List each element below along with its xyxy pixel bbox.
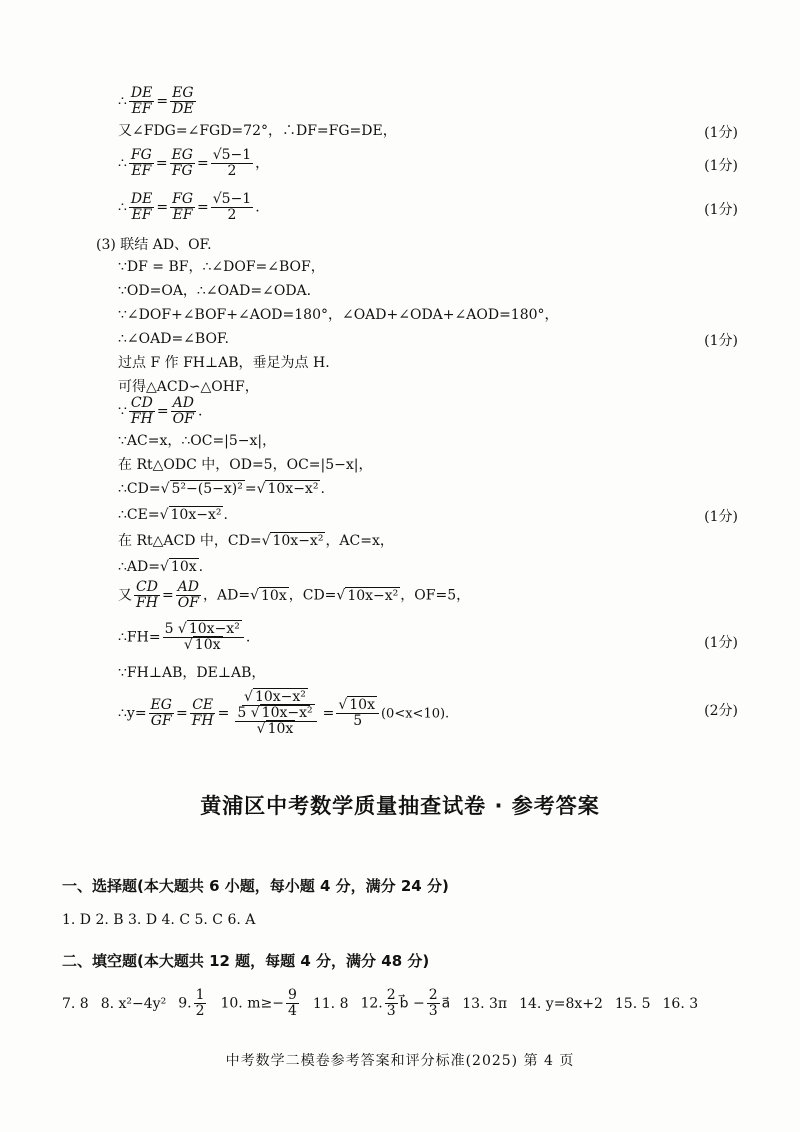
radicand: 10x−x² (267, 481, 319, 497)
numerator: 2 (386, 987, 396, 1003)
answer-number: 10. m≥− (220, 995, 284, 1012)
radicand: 10x (170, 559, 197, 575)
punct: . (255, 199, 260, 216)
punct: ， (255, 155, 270, 172)
expr: ，OF=5， (400, 587, 471, 604)
fraction (149, 698, 174, 729)
therefore-symbol: ∴ (118, 93, 127, 110)
step-line: ∵FH⊥AB，DE⊥AB， (118, 665, 266, 681)
numerator: √ 10x (336, 698, 379, 714)
denominator: FH (136, 595, 158, 611)
coefficient: 5 (164, 621, 174, 637)
fraction (385, 988, 398, 1019)
numerator: 9 (287, 987, 297, 1003)
denominator (231, 706, 320, 737)
fraction (170, 86, 195, 117)
denominator: OF (177, 595, 199, 611)
denominator: √ 10x (183, 637, 221, 653)
punct: . (198, 559, 204, 575)
vector: b⃗ − (399, 995, 425, 1012)
section-heading: 一、选择题(本大题共 6 小题，每小题 4 分，满分 24 分) (62, 877, 449, 895)
step-line: ∵OD=OA，∴∠OAD=∠ODA. (118, 283, 312, 299)
score-mark: (1分) (704, 333, 738, 349)
punct: . (320, 481, 325, 497)
fraction (427, 988, 440, 1019)
expr: ∴CD= (118, 481, 161, 497)
numerator: EG (150, 697, 172, 713)
numerator: CE (192, 697, 214, 713)
section-heading: 二、填空题(本大题共 12 题，每题 4 分，满分 48 分) (62, 952, 430, 970)
compound-fraction (231, 690, 320, 737)
coefficient: 5 (237, 705, 247, 721)
fraction (211, 192, 253, 223)
because-symbol: ∵ (118, 403, 127, 420)
numerator: FG (172, 191, 194, 207)
fraction (194, 988, 207, 1019)
denominator: DE (172, 101, 194, 117)
page-title: 黄浦区中考数学质量抽查试卷 · 参考答案 (200, 794, 600, 818)
step-line: 又∠FDG=∠FGD=72°，∴DF=FG=DE， (118, 123, 397, 139)
denominator: 2 (195, 1003, 205, 1019)
step-line: 在 Rt△ACD 中，CD=√ 10x−x² ，AC=x， (118, 533, 394, 549)
expr: 在 Rt△ACD 中，CD= (118, 533, 262, 549)
expr: ，AD= (203, 587, 251, 604)
denominator: 4 (287, 1003, 297, 1019)
score-mark: (1分) (704, 158, 738, 174)
expr: ，AC=x， (325, 533, 394, 549)
step-line: 在 Rt△ODC 中，OD=5，OC=|5−x|， (118, 457, 373, 473)
score-mark: (1分) (704, 125, 738, 141)
numerator: DE (130, 85, 153, 101)
domain-condition: (0<x<10). (380, 706, 450, 722)
fraction (129, 192, 154, 223)
denominator: 3 (428, 1003, 438, 1019)
numerator: EG (172, 85, 194, 101)
step-line: ∴AD=√ 10x . (118, 559, 204, 575)
fraction (134, 580, 160, 611)
fraction (129, 148, 154, 179)
answer-row: 1. D 2. B 3. D 4. C 5. C 6. A (62, 912, 256, 928)
fraction (176, 580, 201, 611)
answer-item: 8. x²−4y² (100, 995, 167, 1012)
fraction (170, 148, 195, 179)
step-line: ∴∠OAD=∠BOF. (118, 331, 229, 347)
radicand: 10x (349, 697, 375, 713)
step-line (118, 622, 250, 653)
denominator: EF (131, 163, 152, 179)
expr: ，CD= (288, 587, 337, 604)
denominator: EF (131, 207, 152, 223)
score-mark: (1分) (704, 202, 738, 218)
therefore-symbol: ∴ (118, 199, 127, 216)
answer-number: 12. (360, 995, 383, 1012)
fraction (171, 396, 196, 427)
fraction (129, 86, 154, 117)
fraction (211, 148, 253, 179)
denominator: 5 (353, 713, 363, 729)
radicand: 10x−x² (347, 587, 399, 604)
score-mark: (1分) (704, 509, 738, 525)
step-line: ∵AC=x，∴OC=|5−x|， (118, 433, 277, 449)
numerator: EG (171, 147, 193, 163)
fraction (190, 698, 216, 729)
answer-item: 14. y=8x+2 (519, 995, 603, 1012)
denominator: EF (172, 207, 193, 223)
answer-item: 11. 8 (312, 995, 349, 1012)
answer-row (62, 988, 698, 1019)
step-line: ∴y= $\frac{EG}{GF}$ = $\frac{CE}{FH}$ = $\frac{\text{√ 10x−x²}}{\frac{\text{5 √ 10x−x²}}{√ 10x}}$ = $\frac{√ 10x}{5}$ (0<x<10). (118, 689, 450, 737)
fraction (129, 396, 155, 427)
radicand: 10x−x² (261, 705, 313, 721)
numerator: AD (172, 395, 194, 411)
page-footer: 中考数学二模卷参考答案和评分标准(2025) 第 4 页 (225, 1053, 575, 1069)
expr: 又 (118, 587, 132, 604)
step-line: 过点 F 作 FH⊥AB，垂足为点 H. (118, 355, 330, 371)
numerator: CD (136, 579, 158, 595)
denominator: FH (130, 411, 153, 427)
step-line: ∴ $\frac{DE}{EF}$ = $\frac{FG}{EF}$ = $\frac{√5-1}{2}$ . (118, 191, 260, 223)
step-line (118, 86, 198, 117)
fraction (286, 988, 299, 1019)
radicand: 5²−(5−x)² (171, 481, 243, 497)
punct: . (245, 629, 251, 646)
punct: . (223, 507, 228, 523)
answer-item (220, 988, 300, 1019)
step-line: 可得△ACD∽△OHF， (118, 379, 259, 395)
denominator: 2 (227, 207, 237, 223)
numerator: √ 10x−x² (242, 690, 310, 706)
expr: ∴FH= (118, 629, 161, 646)
radicand: 10x (194, 637, 221, 653)
numerator: AD (177, 579, 200, 595)
answer-item: 7. 8 (62, 995, 89, 1012)
answer-item: 16. 3 (662, 995, 699, 1012)
numerator: 1 (195, 987, 205, 1003)
radicand: 10x (261, 587, 287, 604)
step-line: ∵ $\frac{CD}{FH}$ = $\frac{AD}{OF}$ . (118, 395, 203, 427)
part-heading: (3) 联结 AD、OF. (96, 237, 212, 253)
denominator: GF (150, 713, 172, 729)
numerator: 2 (428, 987, 438, 1003)
numerator: FG (130, 147, 152, 163)
radicand: 10x−x² (170, 507, 222, 523)
score-mark: (2分) (704, 703, 738, 719)
denominator: FG (171, 163, 193, 179)
numerator: CD (130, 395, 153, 411)
denominator: 3 (386, 1003, 396, 1019)
answer-number: 9. (178, 995, 192, 1012)
fraction (336, 698, 379, 729)
numerator: 5 √ 10x−x² (163, 622, 244, 638)
denominator: EF (131, 101, 152, 117)
fraction (163, 622, 244, 653)
equals: = (156, 93, 169, 110)
radicand: 10x−x² (188, 621, 240, 637)
answer-item (360, 988, 450, 1019)
numerator: 5 √ 10x−x² (235, 706, 316, 722)
answer-item (178, 988, 208, 1019)
expr: ∴CE= (118, 507, 160, 523)
numerator: DE (130, 191, 153, 207)
fraction (170, 192, 195, 223)
step-line: ∴CE=√ 10x−x² . (118, 507, 228, 523)
score-mark: (1分) (704, 635, 738, 651)
radicand: 10x−x² (254, 689, 306, 705)
step-line: ∵∠DOF+∠BOF+∠AOD=180°，∠OAD+∠ODA+∠AOD=180°， (118, 307, 559, 323)
numerator: √5−1 (212, 147, 252, 163)
numerator: √5−1 (212, 191, 252, 207)
equals: = (244, 481, 257, 497)
denominator: OF (172, 411, 194, 427)
therefore-symbol: ∴ (118, 155, 127, 172)
fraction (235, 706, 316, 737)
radicand: 10x−x² (272, 533, 324, 549)
expr: ∴y= (118, 705, 147, 722)
denominator: FH (191, 713, 214, 729)
radicand: 10x (267, 721, 294, 737)
step-line: 又 $\frac{CD}{FH}$ = $\frac{AD}{OF}$ ，AD=√ 10x ，CD=√ 10x−x² ，OF=5， (118, 579, 471, 611)
denominator: 2 (227, 163, 237, 179)
vector: a⃗ (441, 995, 451, 1012)
denominator: √ 10x (256, 721, 294, 737)
answer-item: 15. 5 (614, 995, 651, 1012)
step-line: ∵DF = BF，∴∠DOF=∠BOF， (118, 259, 325, 275)
step-line: ∴CD=√ 5²−(5−x)² =√ 10x−x² . (118, 481, 325, 497)
step-line: ∴ $\frac{FG}{EF}$ = $\frac{EG}{FG}$ = $\frac{√5-1}{2}$ ， (118, 147, 270, 179)
answer-item: 13. 3π (462, 995, 508, 1012)
punct: . (197, 403, 203, 420)
expr: ∴AD= (118, 559, 160, 575)
